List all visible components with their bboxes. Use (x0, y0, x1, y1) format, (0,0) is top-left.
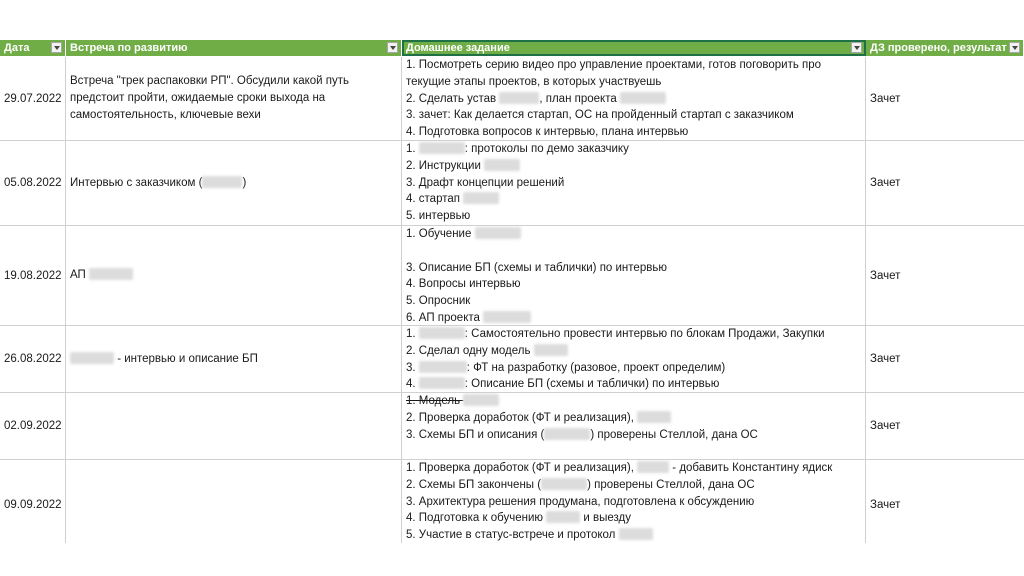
meeting-cell[interactable] (66, 57, 402, 140)
redacted-text (483, 311, 531, 323)
meeting-line: самостоятельность, ключевые вехи (70, 109, 261, 121)
date-cell[interactable]: 09.09.2022 (0, 460, 66, 543)
meeting-line: Встреча "трек распаковки РП". Обсудили какой путь (70, 75, 350, 87)
result-cell[interactable]: Зачет (870, 92, 901, 105)
cell-text: 3. Драфт концепции решений (406, 176, 565, 189)
redacted-text (89, 268, 133, 280)
homework-line (406, 91, 861, 108)
homework-line (406, 427, 861, 444)
cell-text: : протоколы по демо заказчику (464, 143, 629, 155)
cell-text: АП (70, 269, 90, 281)
homework-line (406, 175, 861, 192)
filter-dropdown-icon[interactable] (51, 42, 62, 53)
cell-text: 1. Проверка доработок (ФТ и реализация), (406, 462, 638, 474)
cell-text: 1. (406, 328, 419, 340)
table-row (0, 57, 1024, 141)
result-cell[interactable]: Зачет (870, 177, 901, 189)
cell-text: 5. интервью (406, 210, 471, 223)
redacted-text (620, 92, 666, 104)
redacted-text (637, 411, 671, 423)
meeting-line (70, 267, 133, 284)
cell-text: 1. Модель (406, 395, 464, 407)
homework-cell[interactable] (402, 460, 866, 543)
redacted-text (541, 478, 587, 490)
homework-line (406, 310, 861, 325)
header-label: Дата (4, 42, 30, 54)
homework-line (406, 57, 861, 74)
cell-text: 4. (406, 378, 419, 391)
filter-dropdown-icon[interactable] (387, 42, 398, 53)
homework-line (406, 410, 861, 427)
date-cell[interactable]: 29.07.2022 (0, 57, 66, 140)
table-row (0, 393, 1024, 460)
homework-line (406, 376, 861, 392)
cell-text: 3. Схемы БП и описания ( (406, 428, 545, 441)
meeting-cell[interactable] (66, 141, 402, 225)
redacted-text (475, 227, 521, 239)
homework-line (406, 158, 861, 175)
meeting-line (70, 351, 258, 368)
redacted-text (463, 394, 499, 406)
cell-text: 2. Проверка доработок (ФТ и реализация), (406, 411, 638, 424)
homework-line (406, 510, 861, 527)
homework-line (406, 243, 861, 260)
table-row (0, 326, 1024, 393)
header-label: Домашнее задание (406, 42, 510, 54)
header-result[interactable] (866, 40, 1024, 56)
result-cell[interactable]: Зачет (870, 269, 901, 282)
header-label: Встреча по развитию (70, 42, 188, 54)
cell-text: 3. Описание БП (схемы и таблички) по интервью (406, 261, 667, 274)
table-row (0, 226, 1024, 326)
homework-line (406, 191, 861, 208)
result-cell[interactable]: Зачет (870, 353, 901, 365)
homework-line (406, 343, 861, 360)
cell-text: : Описание БП (схемы и таблички) по интервью (464, 378, 720, 391)
result-cell[interactable]: Зачет (870, 420, 901, 432)
spreadsheet (0, 40, 1024, 543)
homework-line (406, 360, 861, 377)
date-cell[interactable]: 26.08.2022 (0, 326, 66, 392)
cell-text: 1. Обучение (406, 228, 475, 240)
redacted-text (499, 92, 539, 104)
homework-line (406, 527, 861, 543)
redacted-text (70, 352, 114, 364)
homework-line (406, 393, 861, 410)
meeting-line (70, 175, 246, 192)
filter-dropdown-icon[interactable] (851, 42, 862, 53)
homework-line (406, 208, 861, 225)
meeting-cell[interactable] (66, 393, 402, 459)
table-row (0, 460, 1024, 543)
cell-text: и выезду (580, 512, 632, 525)
redacted-text (419, 377, 465, 389)
cell-text: - добавить Константину ядиск (669, 462, 833, 474)
homework-line (406, 293, 861, 310)
cell-text: - интервью и описание БП (114, 352, 258, 365)
date-cell[interactable]: 19.08.2022 (0, 226, 66, 325)
homework-line (406, 326, 861, 343)
cell-text: 4. Подготовка к обучению (406, 512, 547, 525)
table-row (0, 141, 1024, 226)
redacted-text (637, 461, 669, 473)
homework-line (406, 107, 861, 124)
homework-line (406, 141, 861, 158)
cell-text: 2. Схемы БП закончены ( (406, 478, 542, 491)
cell-text: 1. (406, 143, 419, 155)
cell-text: Интервью с заказчиком ( (70, 176, 203, 189)
cell-text: 6. АП проекта (406, 311, 484, 324)
result-cell[interactable]: Зачет (870, 498, 901, 511)
cell-text: : Самостоятельно провести интервью по блокам Продажи, Закупки (464, 328, 825, 340)
homework-cell[interactable] (402, 326, 866, 392)
cell-text: 4. Вопросы интервью (406, 278, 521, 291)
filter-dropdown-icon[interactable] (1009, 42, 1020, 53)
redacted-text (544, 428, 590, 440)
header-date[interactable] (0, 40, 66, 56)
homework-line (406, 260, 861, 277)
cell-text: ) проверены Стеллой, дана ОС (590, 428, 758, 441)
redacted-text (419, 327, 465, 339)
homework-cell[interactable] (402, 141, 866, 225)
meeting-line: предстоит пройти, ожидаемые сроки выхода на (70, 92, 326, 104)
homework-line (406, 74, 861, 91)
meeting-cell[interactable] (66, 226, 402, 325)
homework-line (406, 124, 861, 140)
redacted-text (484, 159, 520, 171)
redacted-text (534, 344, 568, 356)
meeting-cell[interactable] (66, 460, 402, 543)
redacted-text (619, 528, 653, 540)
redacted-text (202, 176, 242, 188)
homework-line (406, 477, 861, 494)
redacted-text (463, 192, 499, 204)
homework-line (406, 460, 861, 477)
header-homework[interactable] (402, 40, 866, 56)
cell-text: 5. Участие в статус-встрече и протокол (406, 529, 619, 542)
cell-text: 4. стартап (406, 193, 464, 206)
cell-text: 1. Посмотреть серию видео про управление проектами, готов поговорить про (406, 59, 822, 71)
cell-text: 2. Инструкции (406, 159, 485, 172)
homework-line (406, 276, 861, 293)
cell-text: , план проекта (539, 92, 620, 105)
cell-text: ) (242, 176, 247, 189)
cell-text: 3. (406, 361, 419, 374)
cell-text: 3. Архитектура решения продумана, подготовлена к обсуждению (406, 495, 755, 508)
cell-text: : ФТ на разработку (разовое, проект определим) (466, 361, 726, 374)
header-label: ДЗ проверено, результат (870, 42, 1007, 54)
cell-text: 2. Сделал одну модель (406, 344, 534, 357)
cell-text: 5. Опросник (406, 295, 471, 308)
homework-cell[interactable] (402, 226, 866, 325)
homework-cell[interactable] (402, 393, 866, 459)
meeting-cell[interactable] (66, 326, 402, 392)
homework-line (406, 226, 861, 243)
cell-text: 4. Подготовка вопросов к интервью, плана интервью (406, 126, 689, 139)
cell-text: 3. зачет: Как делается стартап, ОС на пройденный стартап с заказчиком (406, 109, 794, 122)
cell-text: ) проверены Стеллой, дана ОС (587, 478, 755, 491)
redacted-text (546, 511, 580, 523)
cell-text: 2. Сделать устав (406, 92, 500, 105)
header-meeting[interactable] (66, 40, 402, 56)
homework-cell[interactable] (402, 57, 866, 140)
cell-text: текущие этапы проектов, в которых участвуешь (406, 75, 662, 88)
redacted-text (419, 142, 465, 154)
redacted-text (419, 361, 467, 373)
date-cell[interactable]: 02.09.2022 (0, 393, 66, 459)
homework-line (406, 494, 861, 511)
date-cell[interactable]: 05.08.2022 (0, 141, 66, 225)
